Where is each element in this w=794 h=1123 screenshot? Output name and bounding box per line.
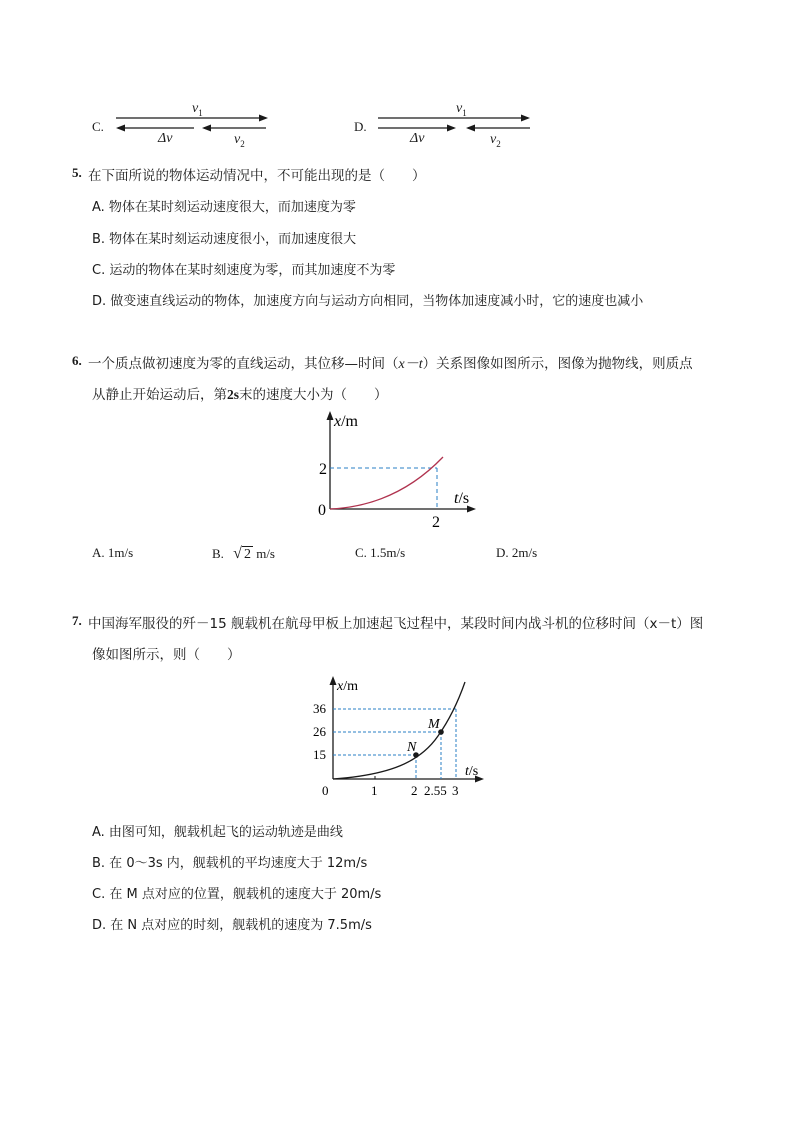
option-a: A. 物体在某时刻运动速度很大，而加速度为零: [92, 200, 356, 215]
question-stem-line-1: 中国海军服役的歼－15 舰载机在航母甲板上加速起飞过程中，某段时间内战斗机的位移时间（x－t）图: [88, 616, 704, 632]
x-tick-label: 2: [432, 514, 440, 530]
option-c: C. 运动的物体在某时刻速度为零，而其加速度不为零: [92, 263, 396, 278]
option-d: D. 2m/s: [496, 545, 538, 560]
option-d-dv-label: Δv: [410, 131, 425, 146]
x-tick-1: 1: [371, 783, 378, 798]
question-stem-line-1: 一个质点做初速度为零的直线运动，其位移—时间（x－t）关系图像如图所示，图像为抛物线，则质点: [88, 356, 693, 372]
x-axis-label: t/s: [454, 490, 470, 507]
option-a: A. 由图可知，舰载机起飞的运动轨迹是曲线: [92, 825, 343, 840]
option-c-dv-label: Δv: [158, 131, 173, 146]
q6-xt-graph: [300, 405, 490, 530]
x-tick-2: 2: [411, 783, 418, 798]
x-tick-2-55: 2.55: [424, 783, 447, 798]
q7-xt-graph: [310, 672, 500, 802]
option-a: A. 1m/s: [92, 545, 134, 560]
question-number: 6.: [72, 353, 82, 368]
option-c: C. 1.5m/s: [355, 545, 406, 560]
question-number: 7.: [72, 613, 82, 628]
option-b: B. 在 0～3s 内，舰载机的平均速度大于 12m/s: [92, 856, 368, 871]
option-c-label: C.: [92, 119, 104, 134]
option-b: B. 物体在某时刻运动速度很小，而加速度很大: [92, 232, 357, 247]
y-tick-label: 2: [319, 461, 327, 478]
origin-label: 0: [318, 502, 326, 519]
option-d-v2-label: $v_2$: [490, 132, 501, 149]
y-tick-15: 15: [313, 747, 326, 762]
x-axis-label: t/s: [465, 764, 479, 779]
question-stem-line-2: 从静止开始运动后，第2s末的速度大小为（ ）: [92, 387, 388, 403]
origin-label: 0: [322, 783, 329, 798]
question-stem: 在下面所说的物体运动情况中，不可能出现的是（ ）: [88, 168, 426, 184]
option-d-v1-label: $v_1$: [456, 101, 467, 118]
y-tick-26: 26: [313, 724, 326, 739]
point-m-label: M: [428, 717, 440, 732]
y-axis-label: x/m: [334, 413, 358, 430]
option-c: C. 在 M 点对应的位置，舰载机的速度大于 20m/s: [92, 887, 382, 902]
x-tick-3: 3: [452, 783, 459, 798]
option-d: D. 做变速直线运动的物体，加速度方向与运动方向相同，当物体加速度减小时，它的速度也减小: [92, 294, 644, 309]
question-number: 5.: [72, 165, 82, 180]
point-n-label: N: [407, 740, 417, 755]
y-axis-label: x/m: [337, 679, 358, 694]
option-d: D. 在 N 点对应的时刻，舰载机的速度为 7.5m/s: [92, 918, 372, 933]
y-tick-36: 36: [313, 701, 326, 716]
option-c-v1-label: $v_1$: [192, 101, 203, 118]
question-stem-line-2: 像如图所示，则（ ）: [92, 647, 241, 663]
option-c-v2-label: $v_2$: [234, 132, 245, 149]
option-d-vectors: [370, 98, 540, 153]
option-b: B. √ 2 m/s: [212, 545, 275, 562]
option-d-label: D.: [354, 119, 367, 134]
sqrt-symbol: √: [233, 545, 242, 562]
